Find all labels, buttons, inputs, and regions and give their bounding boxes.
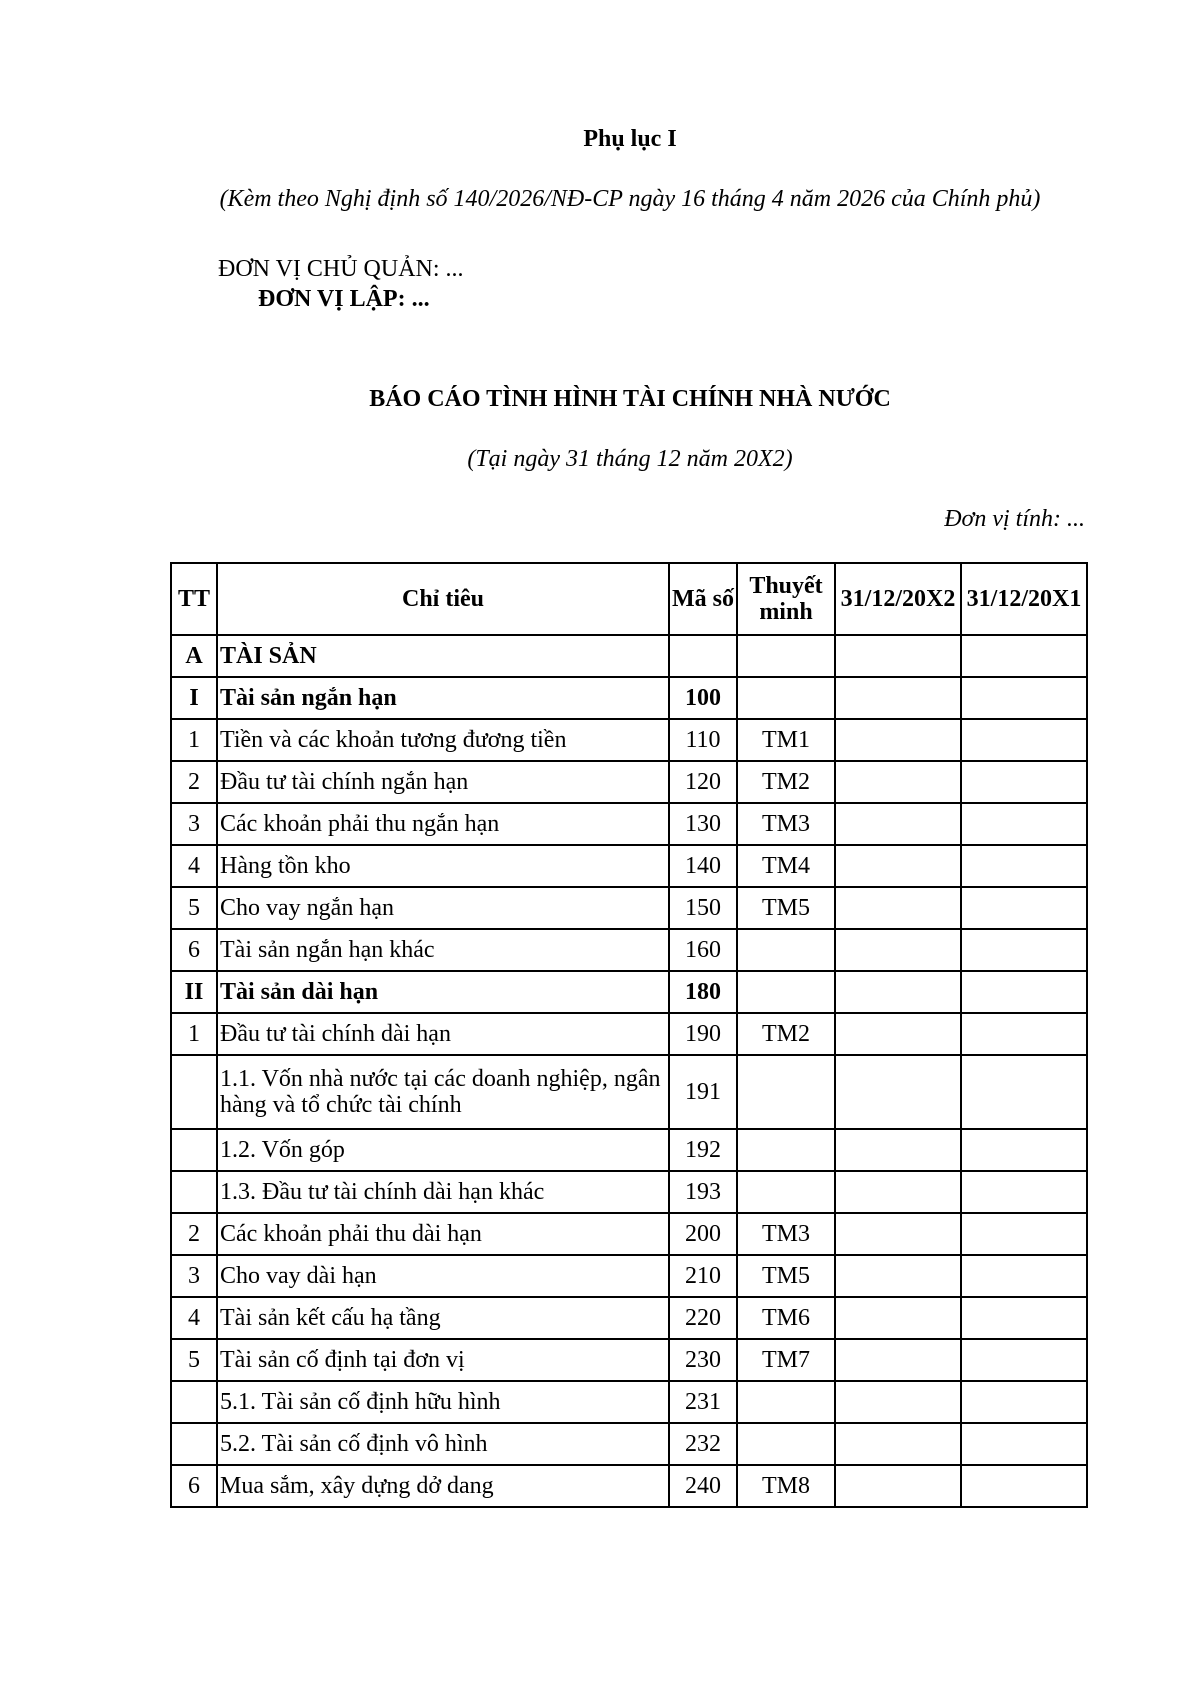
row-code-cell: 200 bbox=[669, 1213, 737, 1255]
row-indicator-cell: 1.3. Đầu tư tài chính dài hạn khác bbox=[217, 1171, 669, 1213]
row-value-previous-cell bbox=[961, 1171, 1087, 1213]
row-indicator-cell: Hàng tồn kho bbox=[217, 845, 669, 887]
row-value-previous-cell bbox=[961, 1381, 1087, 1423]
row-tt-cell: 6 bbox=[171, 929, 217, 971]
column-header-code: Mã số bbox=[669, 563, 737, 635]
row-value-current-cell bbox=[835, 1255, 961, 1297]
row-value-current-cell bbox=[835, 1213, 961, 1255]
row-tt-cell bbox=[171, 1171, 217, 1213]
row-note-cell bbox=[737, 635, 835, 677]
row-value-current-cell bbox=[835, 677, 961, 719]
row-tt-cell: 5 bbox=[171, 887, 217, 929]
row-value-previous-cell bbox=[961, 1129, 1087, 1171]
row-indicator-cell: Cho vay dài hạn bbox=[217, 1255, 669, 1297]
table-row bbox=[171, 1171, 1087, 1213]
row-indicator-cell: Cho vay ngắn hạn bbox=[217, 887, 669, 929]
row-tt-cell: I bbox=[171, 677, 217, 719]
row-code-cell: 110 bbox=[669, 719, 737, 761]
row-note-cell bbox=[737, 1129, 835, 1171]
row-tt-cell: 1 bbox=[171, 1013, 217, 1055]
row-note-cell: TM4 bbox=[737, 845, 835, 887]
row-value-previous-cell bbox=[961, 1213, 1087, 1255]
row-code-cell: 231 bbox=[669, 1381, 737, 1423]
row-tt-cell bbox=[171, 1423, 217, 1465]
row-value-previous-cell bbox=[961, 635, 1087, 677]
row-indicator-cell: Các khoản phải thu ngắn hạn bbox=[217, 803, 669, 845]
row-value-current-cell bbox=[835, 887, 961, 929]
row-note-cell: TM8 bbox=[737, 1465, 835, 1507]
row-value-previous-cell bbox=[961, 1423, 1087, 1465]
row-indicator-cell: Đầu tư tài chính dài hạn bbox=[217, 1013, 669, 1055]
column-header-note: Thuyết minh bbox=[737, 563, 835, 635]
row-indicator-cell: Tài sản kết cấu hạ tầng bbox=[217, 1297, 669, 1339]
row-tt-cell: 6 bbox=[171, 1465, 217, 1507]
financial-report-table bbox=[170, 562, 1088, 1508]
managing-unit: ĐƠN VỊ CHỦ QUẢN: ... bbox=[218, 256, 464, 282]
row-value-current-cell bbox=[835, 635, 961, 677]
row-code-cell: 230 bbox=[669, 1339, 737, 1381]
table-body bbox=[171, 635, 1087, 1507]
row-code-cell: 130 bbox=[669, 803, 737, 845]
row-code-cell: 190 bbox=[669, 1013, 737, 1055]
row-note-cell: TM3 bbox=[737, 1213, 835, 1255]
row-value-current-cell bbox=[835, 1013, 961, 1055]
row-value-previous-cell bbox=[961, 1255, 1087, 1297]
row-value-previous-cell bbox=[961, 1013, 1087, 1055]
row-tt-cell: 5 bbox=[171, 1339, 217, 1381]
row-tt-cell: 3 bbox=[171, 1255, 217, 1297]
table-row bbox=[171, 1055, 1087, 1129]
row-code-cell: 150 bbox=[669, 887, 737, 929]
row-value-previous-cell bbox=[961, 719, 1087, 761]
table-row bbox=[171, 1129, 1087, 1171]
row-indicator-cell: Tài sản dài hạn bbox=[217, 971, 669, 1013]
row-code-cell: 140 bbox=[669, 845, 737, 887]
row-note-cell: TM2 bbox=[737, 1013, 835, 1055]
row-note-cell bbox=[737, 1171, 835, 1213]
table-row bbox=[171, 1297, 1087, 1339]
row-note-cell: TM7 bbox=[737, 1339, 835, 1381]
row-value-previous-cell bbox=[961, 971, 1087, 1013]
row-indicator-cell: Mua sắm, xây dựng dở dang bbox=[217, 1465, 669, 1507]
row-indicator-cell: Tài sản ngắn hạn bbox=[217, 677, 669, 719]
row-code-cell: 193 bbox=[669, 1171, 737, 1213]
row-tt-cell: A bbox=[171, 635, 217, 677]
row-note-cell bbox=[737, 1381, 835, 1423]
row-indicator-cell: 5.2. Tài sản cố định vô hình bbox=[217, 1423, 669, 1465]
row-code-cell: 120 bbox=[669, 761, 737, 803]
row-value-current-cell bbox=[835, 1129, 961, 1171]
row-value-current-cell bbox=[835, 1171, 961, 1213]
table-row bbox=[171, 761, 1087, 803]
row-note-cell: TM6 bbox=[737, 1297, 835, 1339]
row-indicator-cell: 1.2. Vốn góp bbox=[217, 1129, 669, 1171]
row-code-cell: 160 bbox=[669, 929, 737, 971]
row-value-previous-cell bbox=[961, 1055, 1087, 1129]
row-value-previous-cell bbox=[961, 1339, 1087, 1381]
row-code-cell: 100 bbox=[669, 677, 737, 719]
row-tt-cell bbox=[171, 1381, 217, 1423]
table-row bbox=[171, 1255, 1087, 1297]
row-indicator-cell: Tài sản ngắn hạn khác bbox=[217, 929, 669, 971]
table-row bbox=[171, 677, 1087, 719]
row-note-cell: TM2 bbox=[737, 761, 835, 803]
row-value-current-cell bbox=[835, 971, 961, 1013]
row-note-cell: TM5 bbox=[737, 887, 835, 929]
row-tt-cell: 2 bbox=[171, 761, 217, 803]
row-code-cell: 192 bbox=[669, 1129, 737, 1171]
row-code-cell: 240 bbox=[669, 1465, 737, 1507]
unit-of-measure: Đơn vị tính: ... bbox=[944, 506, 1085, 532]
row-value-current-cell bbox=[835, 845, 961, 887]
report-date: (Tại ngày 31 tháng 12 năm 20X2) bbox=[467, 446, 793, 472]
row-tt-cell: 3 bbox=[171, 803, 217, 845]
row-value-current-cell bbox=[835, 1339, 961, 1381]
preparing-unit: ĐƠN VỊ LẬP: ... bbox=[258, 286, 430, 312]
table-row bbox=[171, 845, 1087, 887]
row-tt-cell: 4 bbox=[171, 845, 217, 887]
column-header-indicator: Chỉ tiêu bbox=[217, 563, 669, 635]
table-header-row bbox=[171, 563, 1087, 635]
row-code-cell: 180 bbox=[669, 971, 737, 1013]
row-note-cell: TM1 bbox=[737, 719, 835, 761]
row-value-previous-cell bbox=[961, 803, 1087, 845]
row-value-previous-cell bbox=[961, 845, 1087, 887]
table-row bbox=[171, 971, 1087, 1013]
row-value-current-cell bbox=[835, 929, 961, 971]
row-note-cell bbox=[737, 1055, 835, 1129]
row-code-cell: 220 bbox=[669, 1297, 737, 1339]
row-code-cell: 210 bbox=[669, 1255, 737, 1297]
row-note-cell bbox=[737, 929, 835, 971]
table-row bbox=[171, 803, 1087, 845]
row-value-previous-cell bbox=[961, 1465, 1087, 1507]
table-row bbox=[171, 1013, 1087, 1055]
row-value-current-cell bbox=[835, 1465, 961, 1507]
row-indicator-cell: 1.1. Vốn nhà nước tại các doanh nghiệp, ngân hàng và tổ chức tài chính bbox=[217, 1055, 669, 1129]
table-row bbox=[171, 929, 1087, 971]
decree-reference: (Kèm theo Nghị định số 140/2026/NĐ-CP ngày 16 tháng 4 năm 2026 của Chính phủ) bbox=[219, 186, 1041, 212]
row-value-current-cell bbox=[835, 1423, 961, 1465]
row-value-previous-cell bbox=[961, 887, 1087, 929]
row-tt-cell bbox=[171, 1055, 217, 1129]
row-note-cell: TM3 bbox=[737, 803, 835, 845]
table-row bbox=[171, 1339, 1087, 1381]
column-header-tt: TT bbox=[171, 563, 217, 635]
column-header-period-previous: 31/12/20X1 bbox=[961, 563, 1087, 635]
row-code-cell: 232 bbox=[669, 1423, 737, 1465]
row-value-current-cell bbox=[835, 803, 961, 845]
row-indicator-cell: Đầu tư tài chính ngắn hạn bbox=[217, 761, 669, 803]
row-code-cell bbox=[669, 635, 737, 677]
row-note-cell bbox=[737, 677, 835, 719]
table-row bbox=[171, 1465, 1087, 1507]
row-tt-cell: II bbox=[171, 971, 217, 1013]
row-tt-cell: 2 bbox=[171, 1213, 217, 1255]
row-indicator-cell: Tiền và các khoản tương đương tiền bbox=[217, 719, 669, 761]
row-tt-cell: 1 bbox=[171, 719, 217, 761]
row-note-cell bbox=[737, 971, 835, 1013]
row-value-previous-cell bbox=[961, 761, 1087, 803]
row-indicator-cell: TÀI SẢN bbox=[217, 635, 669, 677]
row-value-current-cell bbox=[835, 1297, 961, 1339]
report-title: BÁO CÁO TÌNH HÌNH TÀI CHÍNH NHÀ NƯỚC bbox=[369, 386, 891, 412]
row-note-cell bbox=[737, 1423, 835, 1465]
table-row bbox=[171, 887, 1087, 929]
row-value-previous-cell bbox=[961, 929, 1087, 971]
row-value-current-cell bbox=[835, 1381, 961, 1423]
table-row bbox=[171, 1381, 1087, 1423]
row-indicator-cell: 5.1. Tài sản cố định hữu hình bbox=[217, 1381, 669, 1423]
row-note-cell: TM5 bbox=[737, 1255, 835, 1297]
appendix-title: Phụ lục I bbox=[583, 126, 677, 152]
column-header-period-current: 31/12/20X2 bbox=[835, 563, 961, 635]
table-row bbox=[171, 1213, 1087, 1255]
table-row bbox=[171, 719, 1087, 761]
row-tt-cell: 4 bbox=[171, 1297, 217, 1339]
row-indicator-cell: Tài sản cố định tại đơn vị bbox=[217, 1339, 669, 1381]
row-value-previous-cell bbox=[961, 677, 1087, 719]
row-tt-cell bbox=[171, 1129, 217, 1171]
table-row bbox=[171, 1423, 1087, 1465]
row-indicator-cell: Các khoản phải thu dài hạn bbox=[217, 1213, 669, 1255]
row-value-current-cell bbox=[835, 761, 961, 803]
row-value-previous-cell bbox=[961, 1297, 1087, 1339]
row-code-cell: 191 bbox=[669, 1055, 737, 1129]
row-value-current-cell bbox=[835, 1055, 961, 1129]
table-row bbox=[171, 635, 1087, 677]
row-value-current-cell bbox=[835, 719, 961, 761]
